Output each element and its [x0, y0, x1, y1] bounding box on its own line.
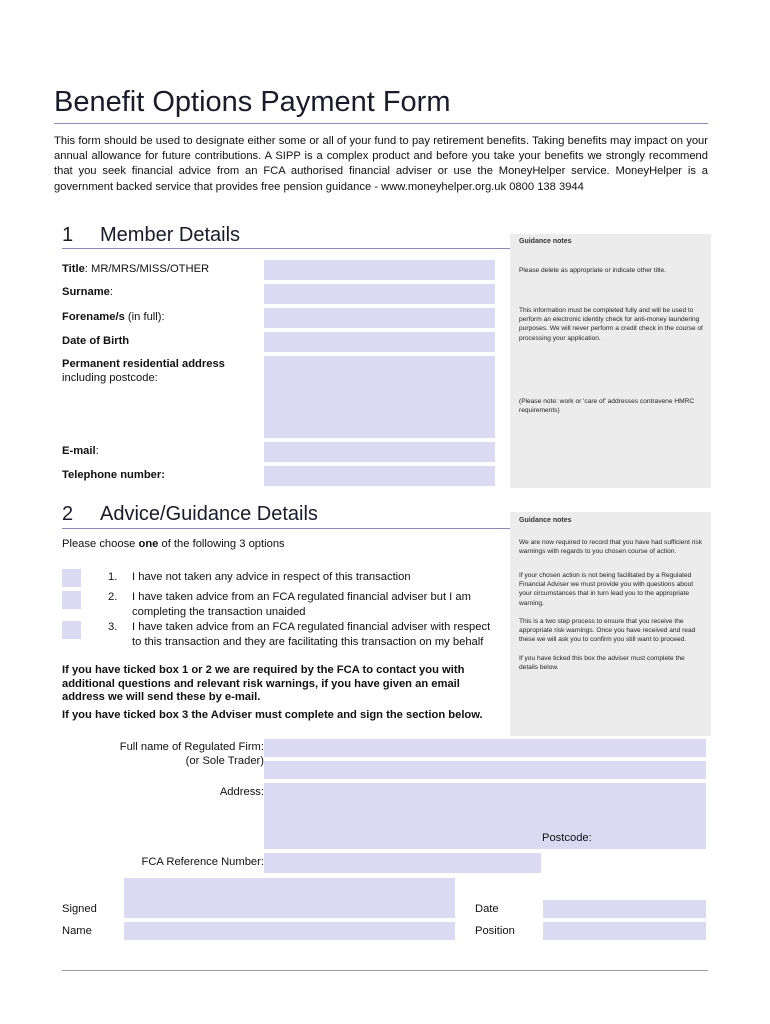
position-label: Position	[475, 925, 515, 937]
option-3-number: 3.	[108, 621, 118, 633]
section-2-heading	[62, 503, 318, 526]
section-2-divider	[62, 528, 510, 529]
dob-label: Date of Birth	[62, 335, 130, 347]
choose-instruction: Please choose one of the following 3 options	[62, 538, 285, 550]
section-1-number: 1	[62, 224, 74, 246]
forename-field[interactable]	[264, 308, 495, 328]
email-field[interactable]	[264, 442, 495, 462]
guidance-title-note: Please delete as appropriate or indicate other title.	[519, 267, 666, 274]
title-field[interactable]	[264, 260, 495, 280]
guidance-title-2: Guidance notes	[519, 517, 572, 524]
option-1-number: 1.	[108, 571, 118, 583]
signature-field[interactable]	[124, 878, 455, 918]
footer-divider	[62, 970, 708, 971]
name-field[interactable]	[124, 922, 455, 940]
surname-label: Surname:	[62, 286, 113, 298]
guidance-address-note: (Please note: work or 'care of' addresses contravene HMRC requirements)	[519, 398, 695, 415]
page-title: Benefit Options Payment Form	[54, 86, 451, 118]
guidance-two-step-note: This is a two step process to ensure that you receive the appropriate risk warnings. Once you have received and read these we will ask you to confirm you still want to proceed.	[519, 618, 696, 644]
fca-reference-field[interactable]	[264, 853, 541, 873]
forename-label: Forename/s (in full):	[62, 311, 165, 323]
date-field[interactable]	[543, 900, 706, 918]
postcode-label: Postcode:	[542, 832, 592, 844]
surname-field[interactable]	[264, 284, 495, 304]
section-1-heading	[62, 224, 240, 247]
guidance-adviser-note: If you have ticked this box the adviser must complete the details below.	[519, 655, 685, 672]
option-2-text: I have taken advice from an FCA regulated financial adviser but I am completing the transaction unaided	[132, 591, 471, 618]
address-field[interactable]	[264, 356, 495, 438]
option-3-checkbox[interactable]	[62, 621, 81, 639]
position-field[interactable]	[543, 922, 706, 940]
signed-label: Signed	[62, 903, 97, 915]
option-1-text: I have not taken any advice in respect of this transaction	[132, 571, 411, 583]
title-label: Title: MR/MRS/MISS/OTHER	[62, 263, 210, 275]
date-label: Date	[475, 903, 499, 915]
adviser-address-field[interactable]	[264, 783, 706, 849]
section-2-number: 2	[62, 503, 74, 525]
email-label: E-mail:	[62, 445, 99, 457]
sole-trader-field[interactable]	[264, 761, 706, 779]
guidance-identity-note: This information must be completed fully and will be used to perform an electronic identity check for anti-money laundering purposes. We will never perform a credit check in the course of processing your application.	[519, 307, 703, 342]
regulated-firm-field[interactable]	[264, 739, 706, 757]
section-2-title: Advice/Guidance Details	[100, 503, 318, 525]
option-3-text: I have taken advice from an FCA regulated financial adviser with respect to this transaction and they are facilitating this transaction on my behalf	[132, 621, 491, 648]
regulated-firm-label: Full name of Regulated Firm:	[119, 741, 264, 753]
dob-field[interactable]	[264, 332, 495, 352]
guidance-risk-note: We are now required to record that you have had sufficient risk warnings with regards to you chosen course of action.	[519, 539, 703, 556]
option-1-checkbox[interactable]	[62, 569, 81, 587]
adviser-address-label: Address:	[219, 786, 264, 798]
guidance-title-1: Guidance notes	[519, 238, 572, 245]
telephone-label: Telephone number:	[62, 469, 165, 481]
intro-paragraph: This form should be used to designate either some or all of your fund to pay retirement benefits. Taking benefits may impact on your annual allowance for future contributions. A SIPP is a complex product and before you take your benefits we strongly recommend that you seek financial advice from an FCA authorised financial adviser or use the MoneyHelper service. MoneyHelper is a government backed service that provides free pension guidance - www.moneyhelper.org.uk 0800 138 3944	[54, 135, 708, 193]
option-2-checkbox[interactable]	[62, 591, 81, 609]
telephone-field[interactable]	[264, 466, 495, 486]
ticked-box-3-note: If you have ticked box 3 the Adviser must complete and sign the section below.	[62, 709, 483, 721]
section-1-title: Member Details	[100, 224, 241, 246]
fca-reference-label: FCA Reference Number:	[141, 856, 264, 868]
section-1-divider	[62, 248, 510, 249]
address-sublabel: including postcode:	[62, 372, 158, 384]
guidance-unaided-note: If your chosen action is not being facilitated by a Regulated Financial Adviser we must provide you with questions about your circumstances that in turn lead you to the appropriate warning.	[519, 572, 694, 607]
sole-trader-label: (or Sole Trader)	[185, 755, 264, 767]
ticked-box-1-2-note: If you have ticked box 1 or 2 we are required by the FCA to contact you with additional questions and relevant risk warnings, if you have given an email address we will send these by e-mail.	[62, 664, 465, 703]
option-2-number: 2.	[108, 591, 118, 603]
address-label: Permanent residential address	[62, 358, 225, 370]
name-label: Name	[62, 925, 92, 937]
title-divider	[54, 123, 708, 124]
